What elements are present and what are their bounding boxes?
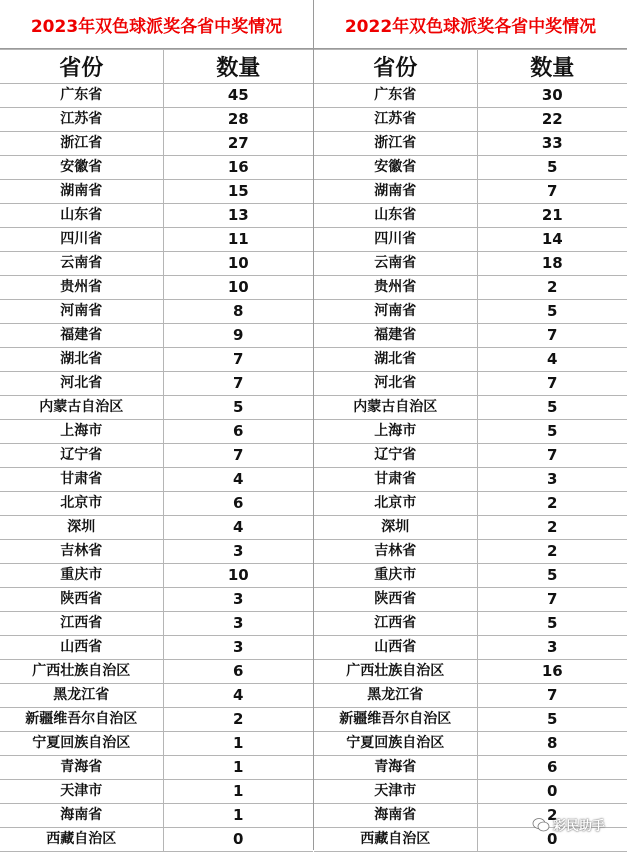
province-cell: 宁夏回族自治区 <box>314 732 477 756</box>
header-row <box>314 50 627 84</box>
count-cell: 33 <box>477 132 627 156</box>
province-cell: 安徽省 <box>314 156 477 180</box>
table-row <box>314 660 627 684</box>
table-row <box>0 732 313 756</box>
count-cell: 5 <box>477 564 627 588</box>
table-row <box>0 348 313 372</box>
count-cell: 9 <box>163 324 313 348</box>
table-row <box>314 156 627 180</box>
count-cell: 5 <box>163 396 313 420</box>
count-cell: 10 <box>163 564 313 588</box>
table-row <box>0 756 313 780</box>
count-cell: 15 <box>163 180 313 204</box>
province-cell: 山东省 <box>314 204 477 228</box>
table-row <box>0 468 313 492</box>
table-row <box>0 660 313 684</box>
table-row <box>314 180 627 204</box>
count-cell: 3 <box>163 636 313 660</box>
count-cell: 11 <box>163 228 313 252</box>
count-cell: 16 <box>477 660 627 684</box>
count-cell: 5 <box>477 300 627 324</box>
table-row <box>0 444 313 468</box>
province-cell: 重庆市 <box>314 564 477 588</box>
table-row <box>314 276 627 300</box>
watermark-text: 彩民助手 <box>552 819 605 834</box>
header-province: 省份 <box>0 50 163 84</box>
province-cell: 重庆市 <box>0 564 163 588</box>
table-row <box>0 492 313 516</box>
province-cell: 西藏自治区 <box>314 828 477 852</box>
count-cell: 2 <box>477 804 627 828</box>
table-row <box>314 540 627 564</box>
table-row <box>0 684 313 708</box>
count-cell: 22 <box>477 108 627 132</box>
count-cell: 5 <box>477 708 627 732</box>
count-cell: 5 <box>477 420 627 444</box>
count-cell: 7 <box>477 444 627 468</box>
count-cell: 0 <box>477 780 627 804</box>
province-cell: 西藏自治区 <box>0 828 163 852</box>
count-cell: 3 <box>163 588 313 612</box>
count-cell: 6 <box>163 492 313 516</box>
count-cell: 2 <box>163 708 313 732</box>
watermark <box>532 815 605 834</box>
count-cell: 5 <box>477 396 627 420</box>
province-cell: 辽宁省 <box>314 444 477 468</box>
province-cell: 江西省 <box>314 612 477 636</box>
province-cell: 广东省 <box>314 84 477 108</box>
header-row <box>0 50 313 84</box>
header-province: 省份 <box>314 50 477 84</box>
count-cell: 7 <box>477 588 627 612</box>
province-cell: 青海省 <box>314 756 477 780</box>
count-cell: 0 <box>163 828 313 852</box>
table-row <box>0 396 313 420</box>
table-row <box>0 84 313 108</box>
count-cell: 1 <box>163 780 313 804</box>
table-row <box>314 588 627 612</box>
table-row <box>314 372 627 396</box>
province-cell: 四川省 <box>0 228 163 252</box>
count-cell: 1 <box>163 756 313 780</box>
count-cell: 4 <box>163 468 313 492</box>
table-row <box>0 204 313 228</box>
province-cell: 江西省 <box>0 612 163 636</box>
province-cell: 山西省 <box>0 636 163 660</box>
table-row <box>0 180 313 204</box>
table-row <box>314 732 627 756</box>
count-cell: 8 <box>163 300 313 324</box>
province-cell: 广西壮族自治区 <box>0 660 163 684</box>
table-row <box>314 516 627 540</box>
province-cell: 山东省 <box>0 204 163 228</box>
count-cell: 8 <box>477 732 627 756</box>
province-cell: 青海省 <box>0 756 163 780</box>
count-cell: 3 <box>163 540 313 564</box>
table-row <box>314 492 627 516</box>
table-block-2 <box>313 0 627 850</box>
count-cell: 7 <box>477 324 627 348</box>
count-cell: 3 <box>163 612 313 636</box>
table-row <box>0 564 313 588</box>
province-cell: 河南省 <box>314 300 477 324</box>
count-cell: 27 <box>163 132 313 156</box>
table-row <box>0 228 313 252</box>
table-row <box>0 612 313 636</box>
table-row <box>314 564 627 588</box>
table-block-1 <box>0 0 313 850</box>
province-cell: 贵州省 <box>0 276 163 300</box>
table-row <box>0 780 313 804</box>
table-row <box>0 300 313 324</box>
table-row <box>0 132 313 156</box>
table-row <box>0 252 313 276</box>
count-cell: 0 <box>477 828 627 852</box>
count-cell: 7 <box>163 444 313 468</box>
table-row <box>314 708 627 732</box>
province-cell: 天津市 <box>0 780 163 804</box>
province-cell: 辽宁省 <box>0 444 163 468</box>
table-row <box>0 324 313 348</box>
province-cell: 陕西省 <box>314 588 477 612</box>
province-cell: 湖北省 <box>0 348 163 372</box>
count-cell: 6 <box>477 756 627 780</box>
table-row <box>314 228 627 252</box>
count-cell: 4 <box>477 348 627 372</box>
table-row <box>0 276 313 300</box>
table-row <box>314 324 627 348</box>
province-cell: 内蒙古自治区 <box>0 396 163 420</box>
province-cell: 天津市 <box>314 780 477 804</box>
province-cell: 新疆维吾尔自治区 <box>0 708 163 732</box>
province-cell: 江苏省 <box>0 108 163 132</box>
table-row <box>314 396 627 420</box>
province-cell: 新疆维吾尔自治区 <box>314 708 477 732</box>
count-cell: 7 <box>163 372 313 396</box>
count-cell: 3 <box>477 636 627 660</box>
province-cell: 黑龙江省 <box>0 684 163 708</box>
table-row <box>314 756 627 780</box>
province-cell: 云南省 <box>0 252 163 276</box>
province-cell: 深圳 <box>314 516 477 540</box>
province-cell: 上海市 <box>0 420 163 444</box>
count-cell: 5 <box>477 156 627 180</box>
count-cell: 13 <box>163 204 313 228</box>
province-cell: 广东省 <box>0 84 163 108</box>
province-cell: 福建省 <box>0 324 163 348</box>
province-cell: 河北省 <box>314 372 477 396</box>
table-row <box>314 468 627 492</box>
count-cell: 18 <box>477 252 627 276</box>
table-row <box>314 204 627 228</box>
count-cell: 16 <box>163 156 313 180</box>
province-cell: 河北省 <box>0 372 163 396</box>
table-row <box>0 372 313 396</box>
count-cell: 21 <box>477 204 627 228</box>
table-row <box>314 348 627 372</box>
count-cell: 1 <box>163 804 313 828</box>
table-row <box>314 444 627 468</box>
table-row <box>0 540 313 564</box>
header-count: 数量 <box>477 50 627 84</box>
count-cell: 2 <box>477 516 627 540</box>
count-cell: 6 <box>163 420 313 444</box>
count-cell: 3 <box>477 468 627 492</box>
province-cell: 吉林省 <box>0 540 163 564</box>
count-cell: 2 <box>477 276 627 300</box>
province-cell: 深圳 <box>0 516 163 540</box>
table-row <box>0 804 313 828</box>
table-row <box>314 108 627 132</box>
province-cell: 吉林省 <box>314 540 477 564</box>
table-row <box>314 636 627 660</box>
table-row <box>314 252 627 276</box>
table-row <box>0 420 313 444</box>
province-cell: 宁夏回族自治区 <box>0 732 163 756</box>
count-cell: 30 <box>477 84 627 108</box>
count-cell: 4 <box>163 684 313 708</box>
province-cell: 海南省 <box>0 804 163 828</box>
province-cell: 黑龙江省 <box>314 684 477 708</box>
province-cell: 云南省 <box>314 252 477 276</box>
province-cell: 湖南省 <box>0 180 163 204</box>
province-cell: 陕西省 <box>0 588 163 612</box>
count-cell: 5 <box>477 612 627 636</box>
table-row <box>314 300 627 324</box>
count-cell: 2 <box>477 540 627 564</box>
wechat-icon <box>532 817 550 833</box>
table-row <box>314 420 627 444</box>
count-cell: 2 <box>477 492 627 516</box>
table-row <box>314 684 627 708</box>
province-cell: 江苏省 <box>314 108 477 132</box>
province-cell: 广西壮族自治区 <box>314 660 477 684</box>
province-cell: 北京市 <box>314 492 477 516</box>
table-row <box>0 108 313 132</box>
province-cell: 内蒙古自治区 <box>314 396 477 420</box>
count-cell: 7 <box>477 372 627 396</box>
count-cell: 4 <box>163 516 313 540</box>
province-cell: 浙江省 <box>314 132 477 156</box>
table-row <box>0 708 313 732</box>
province-cell: 湖南省 <box>314 180 477 204</box>
province-cell: 海南省 <box>314 804 477 828</box>
table-row <box>314 612 627 636</box>
header-count: 数量 <box>163 50 313 84</box>
count-cell: 28 <box>163 108 313 132</box>
count-cell: 7 <box>477 180 627 204</box>
table-row <box>314 132 627 156</box>
count-cell: 45 <box>163 84 313 108</box>
province-cell: 上海市 <box>314 420 477 444</box>
province-cell: 河南省 <box>0 300 163 324</box>
count-cell: 6 <box>163 660 313 684</box>
table-row <box>0 156 313 180</box>
province-table <box>314 49 627 852</box>
table-row <box>0 828 313 852</box>
province-cell: 四川省 <box>314 228 477 252</box>
count-cell: 7 <box>477 684 627 708</box>
table-title: 2023年双色球派奖各省中奖情况 <box>0 0 313 49</box>
province-cell: 甘肃省 <box>0 468 163 492</box>
province-cell: 甘肃省 <box>314 468 477 492</box>
province-cell: 湖北省 <box>314 348 477 372</box>
table-row <box>0 636 313 660</box>
count-cell: 14 <box>477 228 627 252</box>
count-cell: 1 <box>163 732 313 756</box>
province-cell: 山西省 <box>314 636 477 660</box>
province-cell: 贵州省 <box>314 276 477 300</box>
province-cell: 浙江省 <box>0 132 163 156</box>
province-cell: 福建省 <box>314 324 477 348</box>
table-row <box>0 588 313 612</box>
count-cell: 7 <box>163 348 313 372</box>
count-cell: 10 <box>163 276 313 300</box>
table-row <box>0 516 313 540</box>
count-cell: 10 <box>163 252 313 276</box>
table-title: 2022年双色球派奖各省中奖情况 <box>314 0 627 49</box>
province-cell: 安徽省 <box>0 156 163 180</box>
province-table <box>0 49 313 852</box>
province-cell: 北京市 <box>0 492 163 516</box>
table-row <box>314 780 627 804</box>
table-row <box>314 84 627 108</box>
